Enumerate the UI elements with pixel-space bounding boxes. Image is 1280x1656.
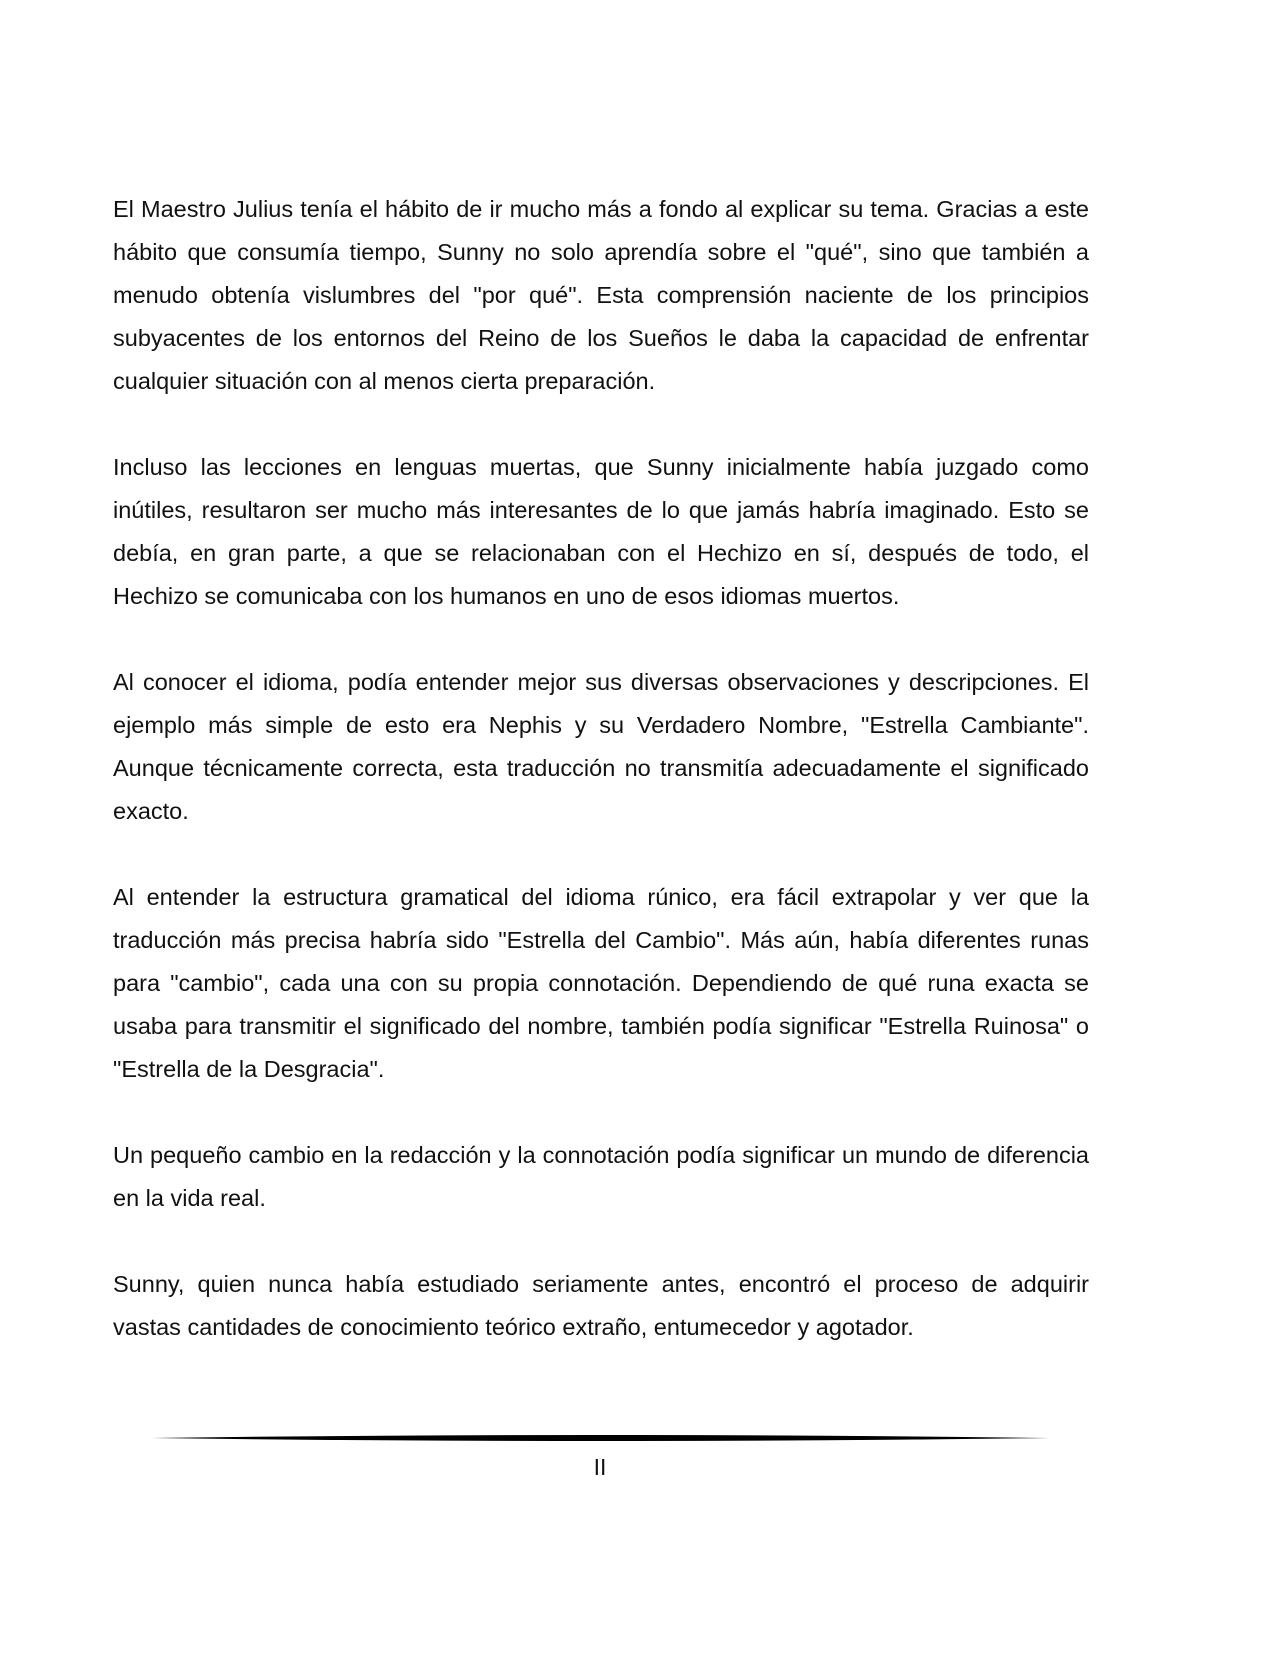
footer-divider xyxy=(152,1432,1050,1444)
paragraph-1: El Maestro Julius tenía el hábito de ir mucho más a fondo al explicar su tema. Gracias a este hábito que consumía tiempo, Sunny no solo aprendía sobre el "qué", sino que también a menudo obtenía vislumbres del "por qué". Esta comprensión naciente de los principios subyacentes de los entornos del Reino de los Sueños le daba la capacidad de enfrentar cualquier situación con al menos cierta preparación. xyxy=(113,196,1089,394)
body-text xyxy=(113,188,1089,1349)
paragraph-4: Al entender la estructura gramatical del idioma rúnico, era fácil extrapolar y ver que la traducción más precisa habría sido "Estrella del Cambio". Más aún, había diferentes runas para "cambio", cada una con su propia connotación. Dependiendo de qué runa exacta se usaba para transmitir el significado del nombre, también podía significar "Estrella Ruinosa" o "Estrella de la Desgracia". xyxy=(113,884,1089,1082)
paragraph-6: Sunny, quien nunca había estudiado seriamente antes, encontró el proceso de adquirir vastas cantidades de conocimiento teórico extraño, entumecedor y agotador. xyxy=(113,1271,1089,1340)
paragraph-2: Incluso las lecciones en lenguas muertas, que Sunny inicialmente había juzgado como inútiles, resultaron ser mucho más interesantes de lo que jamás habría imaginado. Esto se debía, en gran parte, a que se relacionaban con el Hechizo en sí, después de todo, el Hechizo se comunicaba con los humanos en uno de esos idiomas muertos. xyxy=(113,454,1089,609)
page-number: II xyxy=(593,1454,607,1480)
paragraph-5: Un pequeño cambio en la redacción y la connotación podía significar un mundo de diferencia en la vida real. xyxy=(113,1142,1089,1211)
paragraph-3: Al conocer el idioma, podía entender mejor sus diversas observaciones y descripciones. El ejemplo más simple de esto era Nephis y su Verdadero Nombre, "Estrella Cambiante". Aunque técnicamente correcta, esta traducción no transmitía adecuadamente el significado exacto. xyxy=(113,669,1089,824)
divider-swash xyxy=(152,1435,1050,1441)
